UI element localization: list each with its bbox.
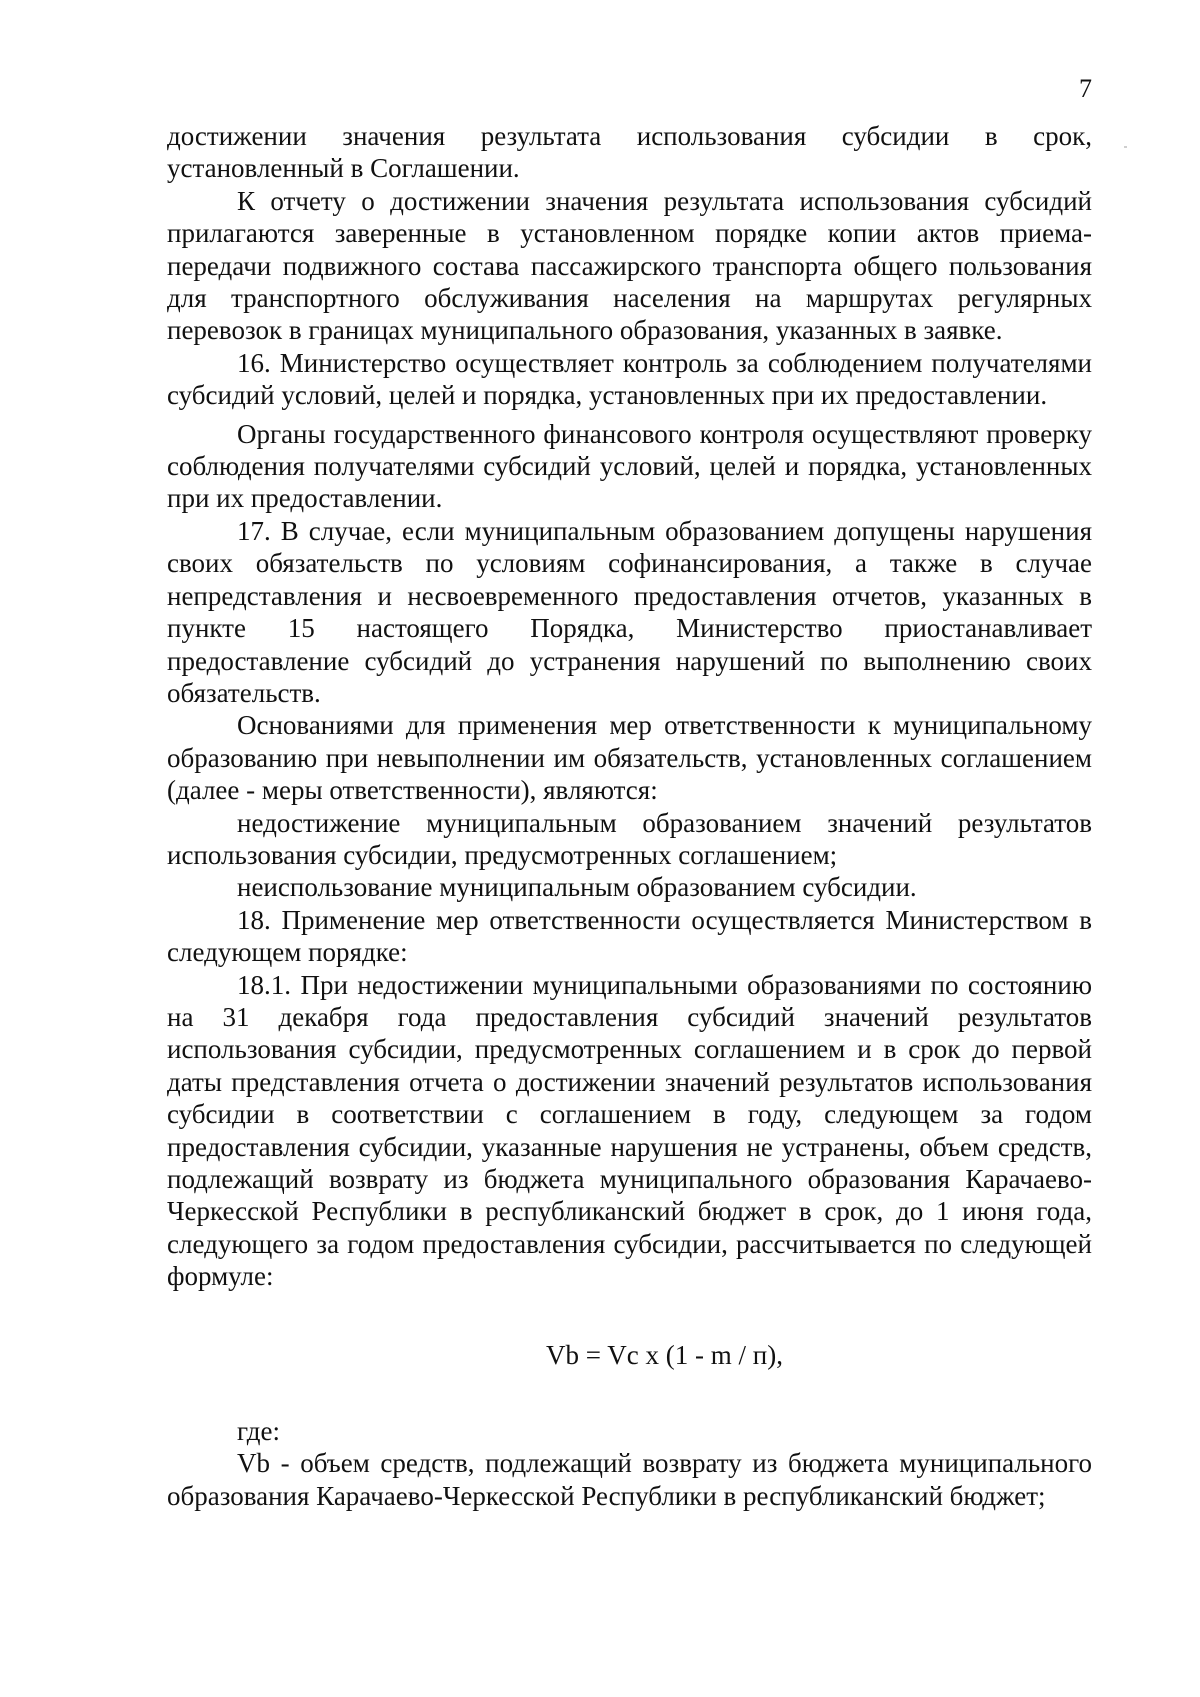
document-body <box>167 120 1092 1512</box>
paragraph-continuation: достижении значения результата использования субсидии в срок, установленный в Соглашении. <box>167 121 1092 184</box>
paragraph-18-1: 18.1. При недостижении муниципальными образованиями по состоянию на 31 декабря года предоставления субсидий значений результатов использования субсидии, предусмотренных соглашением и в срок до первой даты представления отчета о достижении значений результатов использования субсидии в соответствии с соглашением в году, следующем за годом предоставления субсидии, указанные нарушения не устранены, объем средств, подлежащий возврату из бюджета муниципального образования Карачаево-Черкесской Республики в республиканский бюджет в срок, до 1 июня года, следующего за годом предоставления субсидии, рассчитывается по следующей формуле: <box>167 969 1092 1292</box>
paragraph-non-achievement: недостижение муниципальным образованием значений результатов использования субсидии, предусмотренных соглашением; <box>167 807 1092 870</box>
paragraph-16: 16. Министерство осуществляет контроль за соблюдением получателями субсидий условий, целей и порядка, установленных при их предоставлении. <box>167 347 1092 411</box>
paragraph-grounds: Основаниями для применения мер ответственности к муниципальному образованию при невыполнении им обязательств, установленных соглашением (далее - меры ответственности), являются: <box>167 710 1092 806</box>
paragraph-18: 18. Применение мер ответственности осуществляется Министерством в следующем порядке: <box>167 904 1092 968</box>
where-label: где: <box>237 1416 280 1447</box>
page-number: 7 <box>1079 74 1092 103</box>
paragraph-non-use: неиспользование муниципальным образованием субсидии. <box>237 872 917 903</box>
formula: Vb = Vc x (1 - m / п), <box>546 1339 783 1370</box>
definition-vb: Vb - объем средств, подлежащий возврату из бюджета муниципального образования Карачаево-Черкесской Республики в республиканский бюджет; <box>167 1448 1092 1511</box>
paragraph-report-attachments: К отчету о достижении значения результата использования субсидий прилагаются заверенные в установленном порядке копии актов приема- передачи подвижного состава пассажирского транспорта общего пользования для транспортного обслуживания населения на маршрутах регулярных перевозок в границах муниципального образования, указанных в заявке. <box>167 185 1092 346</box>
scan-dot <box>1124 146 1127 148</box>
paragraph-17: 17. В случае, если муниципальным образованием допущены нарушения своих обязательств по условиям софинансирования, а также в случае непредставления и несвоевременного предоставления отчетов, указанных в пункте 15 настоящего Порядка, Министерство приостанавливает предоставление субсидий до устранения нарушений по выполнению своих обязательств. <box>167 515 1092 708</box>
paragraph-financial-control: Органы государственного финансового контроля осуществляют проверку соблюдения получателями субсидий условий, целей и порядка, установленных при их предоставлении. <box>167 418 1092 514</box>
